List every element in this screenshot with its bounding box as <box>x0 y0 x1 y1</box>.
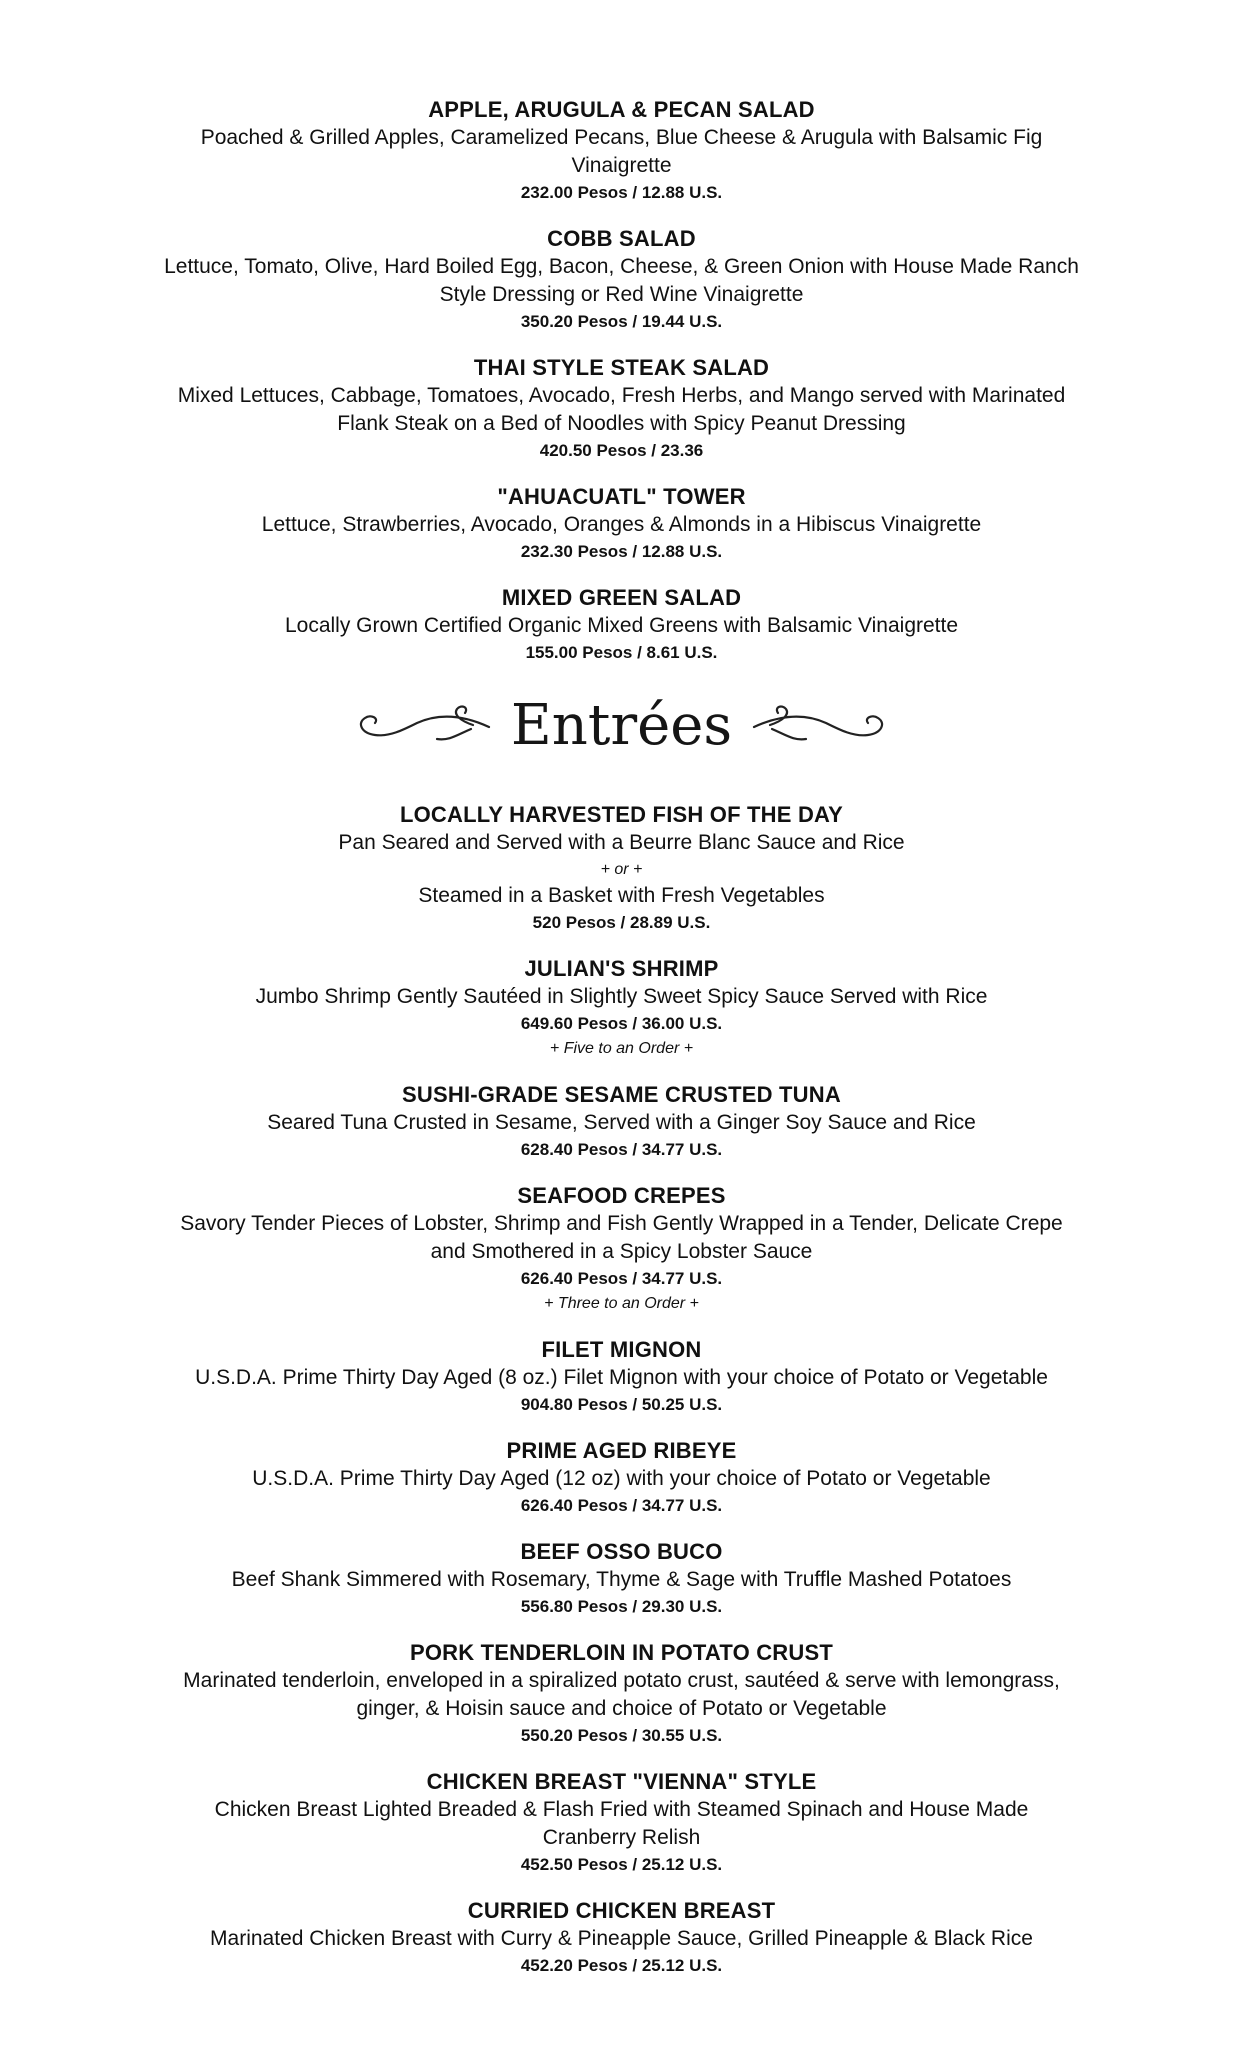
right-flourish-icon <box>750 701 890 751</box>
menu-item <box>122 1336 1122 1417</box>
item-price: 626.40 Pesos / 34.77 U.S. <box>520 1269 723 1288</box>
item-description: and Smothered in a Spicy Lobster Sauce <box>430 1240 813 1263</box>
item-description: Locally Grown Certified Organic Mixed Greens with Balsamic Vinaigrette <box>284 614 959 637</box>
item-description: Lettuce, Strawberries, Avocado, Oranges & Almonds in a Hibiscus Vinaigrette <box>261 513 982 536</box>
item-name: LOCALLY HARVESTED FISH OF THE DAY <box>399 802 843 827</box>
item-name: BEEF OSSO BUCO <box>520 1539 723 1564</box>
entrees-section <box>122 801 1122 1978</box>
item-description: Jumbo Shrimp Gently Sautéed in Slightly Sweet Spicy Sauce Served with Rice <box>255 985 988 1008</box>
item-description: Flank Steak on a Bed of Noodles with Spicy Peanut Dressing <box>337 412 906 435</box>
item-description: Poached & Grilled Apples, Caramelized Pecans, Blue Cheese & Arugula with Balsamic Fig <box>200 126 1043 149</box>
item-description: Beef Shank Simmered with Rosemary, Thyme & Sage with Truffle Mashed Potatoes <box>231 1568 1012 1591</box>
menu-item <box>122 1639 1122 1748</box>
item-description: Style Dressing or Red Wine Vinaigrette <box>439 283 804 306</box>
item-description: Marinated tenderloin, enveloped in a spiralized potato crust, sautéed & serve with lemongrass, <box>183 1669 1060 1692</box>
menu-item <box>122 955 1122 1061</box>
item-description: Vinaigrette <box>571 154 672 177</box>
item-note: + or + <box>600 861 643 878</box>
item-description: Seared Tuna Crusted in Sesame, Served with a Ginger Soy Sauce and Rice <box>267 1111 976 1134</box>
menu-item <box>122 584 1122 665</box>
item-price: 626.40 Pesos / 34.77 U.S. <box>520 1496 723 1515</box>
item-description: Lettuce, Tomato, Olive, Hard Boiled Egg, Bacon, Cheese, & Green Onion with House Made Ranch <box>164 255 1079 278</box>
item-price: 904.80 Pesos / 50.25 U.S. <box>520 1395 723 1414</box>
item-name: PRIME AGED RIBEYE <box>506 1438 737 1463</box>
item-description: Steamed in a Basket with Fresh Vegetables <box>418 884 825 907</box>
item-description: U.S.D.A. Prime Thirty Day Aged (8 oz.) Filet Mignon with your choice of Potato or Vegetable <box>195 1366 1048 1389</box>
item-description: Chicken Breast Lighted Breaded & Flash Fried with Steamed Spinach and House Made <box>214 1798 1029 1821</box>
menu-item <box>122 483 1122 564</box>
item-price: 155.00 Pesos / 8.61 U.S. <box>525 643 718 662</box>
item-name: CHICKEN BREAST "VIENNA" STYLE <box>426 1769 817 1794</box>
item-price: 649.60 Pesos / 36.00 U.S. <box>520 1014 723 1033</box>
item-price: 452.50 Pesos / 25.12 U.S. <box>520 1855 723 1874</box>
menu-item <box>122 1182 1122 1316</box>
menu-item <box>122 1538 1122 1619</box>
item-name: THAI STYLE STEAK SALAD <box>473 355 770 380</box>
item-name: SEAFOOD CREPES <box>517 1183 726 1208</box>
menu-item <box>122 354 1122 463</box>
item-description: U.S.D.A. Prime Thirty Day Aged (12 oz) with your choice of Potato or Vegetable <box>252 1467 991 1490</box>
item-price: 420.50 Pesos / 23.36 <box>539 441 704 460</box>
item-price: 232.30 Pesos / 12.88 U.S. <box>520 542 723 561</box>
item-price: 550.20 Pesos / 30.55 U.S. <box>520 1726 723 1745</box>
item-name: COBB SALAD <box>547 226 696 251</box>
item-note: + Three to an Order + <box>544 1295 699 1312</box>
item-name: SUSHI-GRADE SESAME CRUSTED TUNA <box>402 1082 841 1107</box>
menu-item <box>122 1437 1122 1518</box>
item-name: FILET MIGNON <box>541 1337 702 1362</box>
item-note: + Five to an Order + <box>549 1040 694 1057</box>
entrees-heading: Entrées <box>510 693 733 758</box>
menu-item <box>122 96 1122 205</box>
item-price: 232.00 Pesos / 12.88 U.S. <box>520 183 723 202</box>
item-name: PORK TENDERLOIN IN POTATO CRUST <box>410 1640 833 1665</box>
salads-section <box>122 0 1122 665</box>
item-name: APPLE, ARUGULA & PECAN SALAD <box>428 97 815 122</box>
item-description: Savory Tender Pieces of Lobster, Shrimp and Fish Gently Wrapped in a Tender, Delicate Crepe <box>180 1212 1063 1235</box>
item-name: MIXED GREEN SALAD <box>501 585 742 610</box>
item-description: Mixed Lettuces, Cabbage, Tomatoes, Avocado, Fresh Herbs, and Mango served with Marinated <box>177 384 1066 407</box>
menu-item <box>122 225 1122 334</box>
item-price: 556.80 Pesos / 29.30 U.S. <box>520 1597 723 1616</box>
menu-item <box>122 1081 1122 1162</box>
item-description: ginger, & Hoisin sauce and choice of Potato or Vegetable <box>356 1697 887 1720</box>
item-name: "AHUACUATL" TOWER <box>497 484 746 509</box>
menu-item <box>122 1897 1122 1978</box>
left-flourish-icon <box>353 701 493 751</box>
item-price: 628.40 Pesos / 34.77 U.S. <box>520 1140 723 1159</box>
item-price: 350.20 Pesos / 19.44 U.S. <box>520 312 723 331</box>
entrees-heading-row <box>0 691 1243 761</box>
item-description: Pan Seared and Served with a Beurre Blanc Sauce and Rice <box>338 831 905 854</box>
menu-item <box>122 1768 1122 1877</box>
item-name: JULIAN'S SHRIMP <box>524 956 719 981</box>
menu-item <box>122 801 1122 935</box>
item-name: CURRIED CHICKEN BREAST <box>467 1898 776 1923</box>
item-description: Cranberry Relish <box>542 1826 701 1849</box>
item-price: 452.20 Pesos / 25.12 U.S. <box>520 1956 723 1975</box>
item-description: Marinated Chicken Breast with Curry & Pineapple Sauce, Grilled Pineapple & Black Rice <box>210 1927 1033 1950</box>
item-price: 520 Pesos / 28.89 U.S. <box>532 913 711 932</box>
